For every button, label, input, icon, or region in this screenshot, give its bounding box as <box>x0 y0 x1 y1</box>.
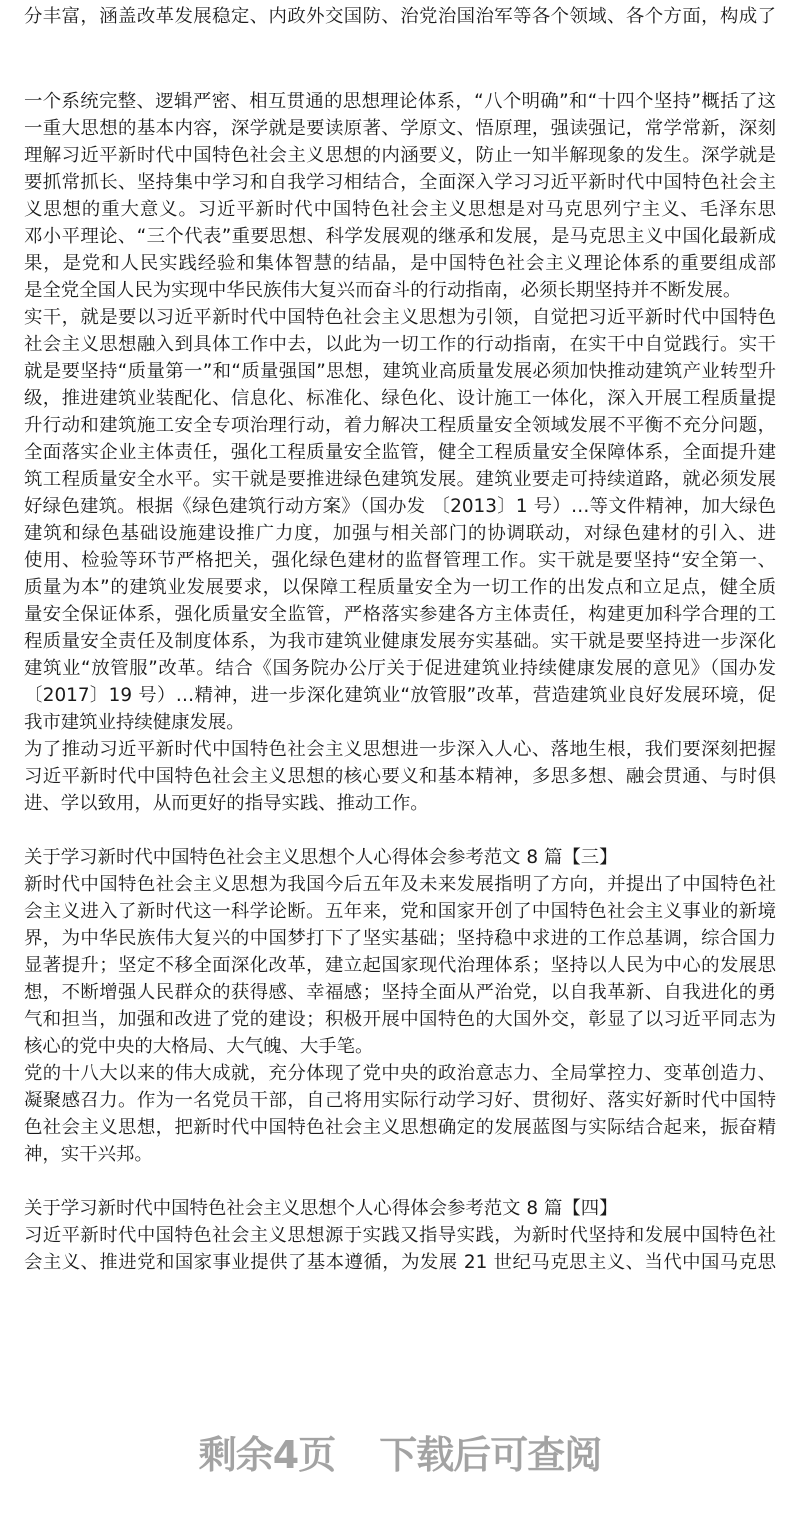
text-line: 会主义、推进党和国家事业提供了基本遵循，为发展 21 世纪马克思主义、当代中国马克思 <box>24 1252 776 1273</box>
text-line: 凝聚感召力。作为一名党员干部，自己将用实际行动学习好、贯彻好、落实好新时代中国特 <box>24 1090 776 1111</box>
text-line: 〔2017〕19 号）…精神，进一步深化建筑业“放管服”改革，营造建筑业良好发展环境，促 <box>24 685 776 706</box>
section-heading <box>24 1195 776 1222</box>
text-line: 就是要坚持“质量第一”和“质量强国”思想，建筑业高质量发展必须加快推动建筑产业转型升 <box>24 361 776 382</box>
text-line: 党的十八大以来的伟大成就，充分体现了党中央的政治意志力、全局掌控力、变革创造力、 <box>24 1063 776 1084</box>
text-line: 质量为本”的建筑业发展要求，以保障工程质量安全为一切工作的出发点和立足点，健全质 <box>24 577 776 598</box>
text-line: 理解习近平新时代中国特色社会主义思想的内涵要义，防止一知半解现象的发生。深学就是 <box>24 145 776 166</box>
text-line: 筑工程质量安全水平。实干就是要推进绿色建筑发展。建筑业要走可持续道路，就必须发展 <box>24 469 776 490</box>
text-line: 使用、检验等环节严格把关，强化绿色建材的监督管理工作。实干就是要坚持“安全第一、 <box>24 550 776 571</box>
paragraph <box>24 871 776 1060</box>
paragraph <box>24 0 776 30</box>
text-line: 色社会主义思想，把新时代中国特色社会主义思想确定的发展蓝图与实际结合起来，振奋精 <box>24 1117 776 1138</box>
text-line: 界，为中华民族伟大复兴的中国梦打下了坚实基础；坚持稳中求进的工作总基调，综合国力 <box>24 928 776 949</box>
text-line: 进、学以致用，从而更好的指导实践、推动工作。 <box>24 793 429 814</box>
remaining-pages-text: 剩余4页 <box>198 1433 336 1477</box>
blank-line <box>24 817 776 844</box>
text-line: 好绿色建筑。根据《绿色建筑行动方案》（国办发 〔2013〕1 号）…等文件精神，加大绿色 <box>24 496 776 517</box>
document-body <box>24 88 776 1276</box>
text-line: 程质量安全责任及制度体系，为我市建筑业健康发展夯实基础。实干就是要坚持进一步深化 <box>24 631 776 652</box>
text-line: 想，不断增强人民群众的获得感、幸福感；坚持全面从严治党，以自我革新、自我进化的勇 <box>24 982 776 1003</box>
blank-line <box>24 1168 776 1195</box>
heading-text: 关于学习新时代中国特色社会主义思想个人心得体会参考范文 8 篇【三】 <box>24 847 618 868</box>
text-line: 是全党全国人民为实现中华民族伟大复兴而奋斗的行动指南，必须长期坚持并不断发展。 <box>24 280 742 301</box>
text-line: 实干，就是要以习近平新时代中国特色社会主义思想为引领，自觉把习近平新时代中国特色 <box>24 307 776 328</box>
text-line: 全面落实企业主体责任，强化工程质量安全监管，健全工程质量安全保障体系，全面提升建 <box>24 442 776 463</box>
text-line: 果，是党和人民实践经验和集体智慧的结晶，是中国特色社会主义理论体系的重要组成部 <box>24 253 776 274</box>
paragraph <box>24 1060 776 1168</box>
download-to-read-text: 下载后可查阅 <box>379 1433 602 1477</box>
paragraph <box>24 736 776 817</box>
text-line: 习近平新时代中国特色社会主义思想的核心要义和基本精神，多思多想、融会贯通、与时俱 <box>24 766 776 787</box>
text-line: 为了推动习近平新时代中国特色社会主义思想进一步深入人心、落地生根，我们要深刻把握 <box>24 739 776 760</box>
text-line: 习近平新时代中国特色社会主义思想源于实践又指导实践，为新时代坚持和发展中国特色社 <box>24 1225 776 1246</box>
text-line: 要抓常抓长、坚持集中学习和自我学习相结合，全面深入学习习近平新时代中国特色社会主 <box>24 172 776 193</box>
paragraph <box>24 88 776 304</box>
text-line: 量安全保证体系，强化质量安全监管，严格落实参建各方主体责任，构建更加科学合理的工 <box>24 604 776 625</box>
heading-text: 关于学习新时代中国特色社会主义思想个人心得体会参考范文 8 篇【四】 <box>24 1198 618 1219</box>
text-line: 义思想的重大意义。习近平新时代中国特色社会主义思想是对马克思列宁主义、毛泽东思 <box>24 199 776 220</box>
section-heading <box>24 844 776 871</box>
text-line: 我市建筑业持续健康发展。 <box>24 712 245 733</box>
text-line: 社会主义思想融入到具体工作中去，以此为一切工作的行动指南，在实干中自觉践行。实干 <box>24 334 776 355</box>
document-fragment-top <box>24 0 776 30</box>
text-line: 邓小平理论、“三个代表”重要思想、科学发展观的继承和发展，是马克思主义中国化最新成 <box>24 226 776 247</box>
download-prompt[interactable] <box>0 1424 800 1479</box>
text-line: 气和担当，加强和改进了党的建设；积极开展中国特色的大国外交，彰显了以习近平同志为 <box>24 1009 776 1030</box>
text-line: 新时代中国特色社会主义思想为我国今后五年及未来发展指明了方向，并提出了中国特色社 <box>24 874 776 895</box>
text-line: 显著提升；坚定不移全面深化改革，建立起国家现代治理体系；坚持以人民为中心的发展思 <box>24 955 776 976</box>
paragraph <box>24 304 776 736</box>
paragraph <box>24 1222 776 1276</box>
text-line: 核心的党中央的大格局、大气魄、大手笔。 <box>24 1036 374 1057</box>
text-line: 神，实干兴邦。 <box>24 1144 153 1165</box>
text-line: 会主义进入了新时代这一科学论断。五年来，党和国家开创了中国特色社会主义事业的新境 <box>24 901 776 922</box>
text-line: 一个系统完整、逻辑严密、相互贯通的思想理论体系，“八个明确”和“十四个坚持”概括了这 <box>24 91 776 112</box>
text-line: 建筑和绿色基础设施建设推广力度，加强与相关部门的协调联动，对绿色建材的引入、进 <box>24 523 776 544</box>
text-line: 建筑业“放管服”改革。结合《国务院办公厅关于促进建筑业持续健康发展的意见》（国办发 <box>24 658 776 679</box>
text-line: 分丰富，涵盖改革发展稳定、内政外交国防、治党治国治军等各个领域、各个方面，构成了 <box>24 6 776 27</box>
text-line: 一重大思想的基本内容，深学就是要读原著、学原文、悟原理，强读强记，常学常新，深刻 <box>24 118 776 139</box>
text-line: 级，推进建筑业装配化、信息化、标准化、绿色化、设计施工一体化，深入开展工程质量提 <box>24 388 776 409</box>
text-line: 升行动和建筑施工安全专项治理行动，着力解决工程质量安全领域发展不平衡不充分问题， <box>24 415 776 436</box>
